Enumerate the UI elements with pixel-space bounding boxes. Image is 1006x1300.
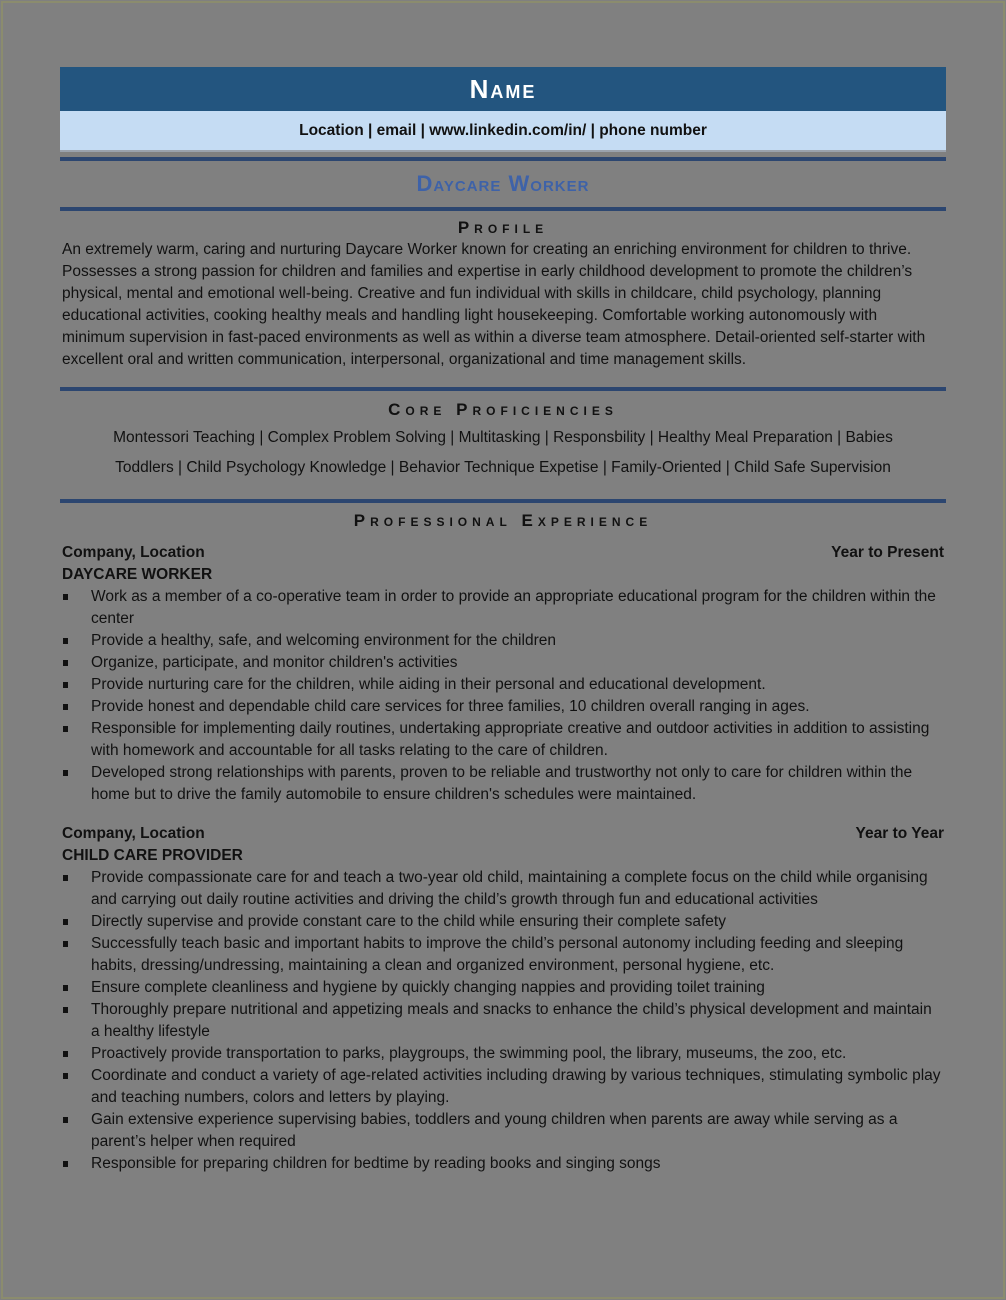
bullet-item: Proactively provide transportation to parks, playgroups, the swimming pool, the library, museums, the zoo, etc. — [60, 1043, 946, 1065]
square-bullet-icon — [63, 875, 68, 881]
bullet-item: Successfully teach basic and important habits to improve the child’s personal autonomy including feeding and sleeping habits, dressing/undressing, maintaining a clean and organized environment, personal hygiene, etc. — [60, 933, 946, 977]
contact-info: Location | email | www.linkedin.com/in/ | phone number — [299, 121, 707, 139]
profile-heading: Profile — [457, 218, 549, 237]
bullet-item: Responsible for implementing daily routines, undertaking appropriate creative and outdoor activities in addition to assisting with homework and accountable for all tasks relating to the care of children. — [60, 718, 946, 762]
bullet-item: Provide nurturing care for the children, while aiding in their personal and educational development. — [60, 674, 946, 696]
experience-heading: Professional Experience — [353, 511, 653, 530]
job-entry — [60, 823, 946, 1175]
bullet-item: Responsible for preparing children for bedtime by reading books and singing songs — [60, 1153, 946, 1175]
job-title: Daycare Worker — [416, 171, 590, 196]
square-bullet-icon — [63, 770, 68, 776]
job-bullets — [60, 586, 946, 806]
profile-text: An extremely warm, caring and nurturing Daycare Worker known for creating an enriching environment for children to thrive. Possesses a strong passion for children and families and expertise in early childhood development to promote the children’s physical, mental and emotional well-being. Creative and fun individual with skills in childcare, child psychology, planning educational activities, cooking healthy meals and handling light housekeeping. Comfortable working autonomously with minimum supervision in fast-paced environments as well as within a diverse team atmosphere. Detail-oriented self-starter with excellent oral and written communication, interpersonal, organizational and time management skills. — [62, 241, 926, 368]
candidate-name: Name — [469, 73, 537, 104]
job-role: CHILD CARE PROVIDER — [62, 847, 243, 864]
square-bullet-icon — [63, 726, 68, 732]
bullet-item: Developed strong relationships with parents, proven to be reliable and trustworthy not only to care for children within the home but to drive the family automobile to ensure children's schedules were maintained. — [60, 762, 946, 806]
job-header — [60, 823, 946, 845]
job-company: Company, Location — [62, 825, 205, 842]
bullet-item: Thoroughly prepare nutritional and appetizing meals and snacks to enhance the child’s physical development and maintain a healthy lifestyle — [60, 999, 946, 1043]
job-entry — [60, 542, 946, 806]
square-bullet-icon — [63, 1117, 68, 1123]
bullet-item: Provide honest and dependable child care services for three families, 10 children overall ranging in ages. — [60, 696, 946, 718]
bullet-item: Provide compassionate care for and teach a two-year old child, maintaining a complete focus on the child while organising and carrying out daily routine activities and driving the child’s growth through fun and educational activities — [60, 867, 946, 911]
name-header — [60, 67, 946, 111]
square-bullet-icon — [63, 1161, 68, 1167]
contact-bar — [60, 111, 946, 152]
bullet-item: Coordinate and conduct a variety of age-related activities including drawing by various techniques, stimulating symbolic play and teaching numbers, colors and letters by playing. — [60, 1065, 946, 1109]
bullet-item: Directly supervise and provide constant care to the child while ensuring their complete safety — [60, 911, 946, 933]
square-bullet-icon — [63, 704, 68, 710]
proficiencies-line: Toddlers | Child Psychology Knowledge | Behavior Technique Expetise | Family-Oriented | Child Safe Supervision — [115, 459, 891, 476]
job-dates: Year to Present — [831, 544, 944, 561]
bullet-item: Gain extensive experience supervising babies, toddlers and young children when parents are away while serving as a parent’s helper when required — [60, 1109, 946, 1153]
proficiencies-list — [60, 421, 946, 489]
bullet-item: Work as a member of a co-operative team in order to provide an appropriate educational program for the children within the center — [60, 586, 946, 630]
bullet-item: Ensure complete cleanliness and hygiene by quickly changing nappies and providing toilet training — [60, 977, 946, 999]
square-bullet-icon — [63, 1051, 68, 1057]
job-dates: Year to Year — [855, 825, 944, 842]
square-bullet-icon — [63, 941, 68, 947]
job-company: Company, Location — [62, 544, 205, 561]
square-bullet-icon — [63, 1007, 68, 1013]
bullet-item: Provide a healthy, safe, and welcoming environment for the children — [60, 630, 946, 652]
square-bullet-icon — [63, 660, 68, 666]
square-bullet-icon — [63, 682, 68, 688]
proficiencies-line: Montessori Teaching | Complex Problem Solving | Multitasking | Responsbility | Healthy Meal Preparation | Babies — [113, 429, 893, 446]
job-bullets — [60, 867, 946, 1175]
job-role: DAYCARE WORKER — [62, 566, 213, 583]
square-bullet-icon — [63, 638, 68, 644]
proficiencies-heading: Core Proficiencies — [388, 400, 618, 419]
square-bullet-icon — [63, 594, 68, 600]
resume-document — [60, 67, 946, 1175]
square-bullet-icon — [63, 985, 68, 991]
bullet-item: Organize, participate, and monitor children's activities — [60, 652, 946, 674]
square-bullet-icon — [63, 1073, 68, 1079]
square-bullet-icon — [63, 919, 68, 925]
job-header — [60, 542, 946, 564]
